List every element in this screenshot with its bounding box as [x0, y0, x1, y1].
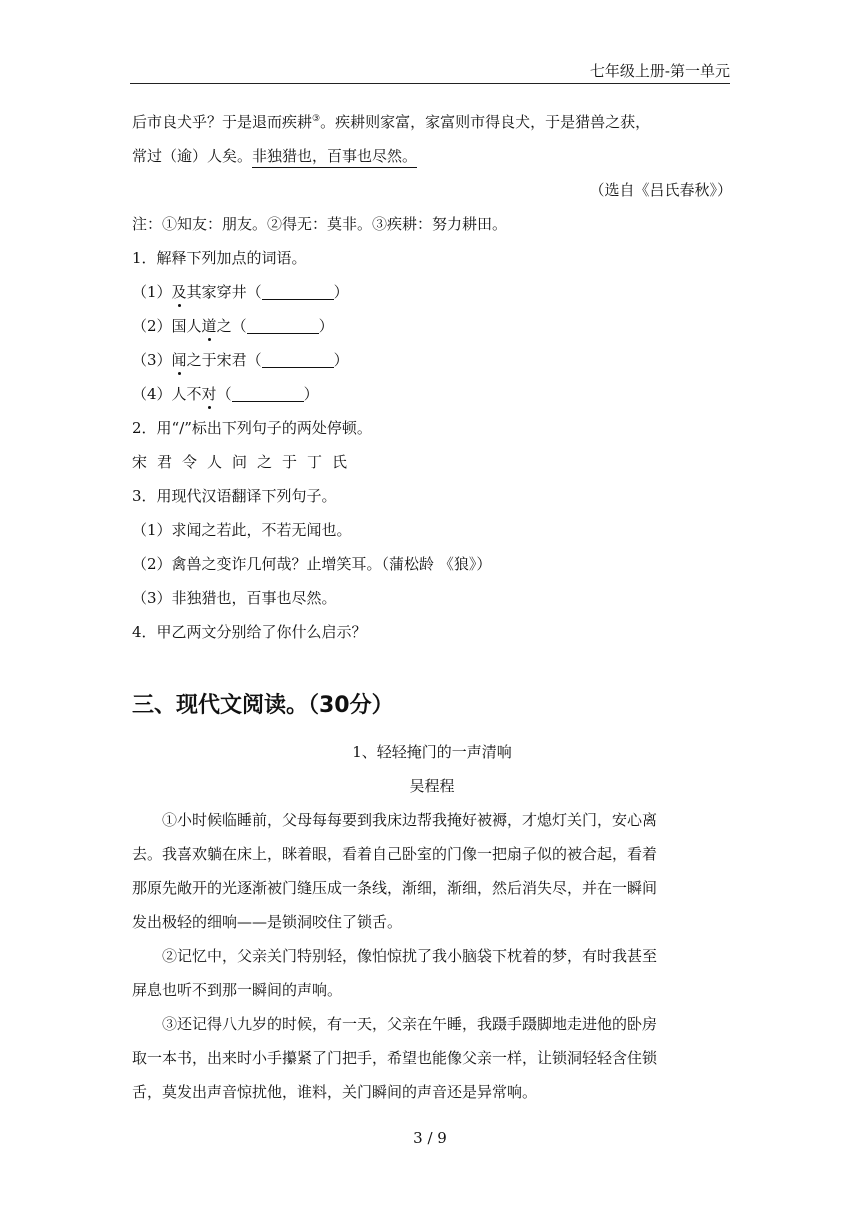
question-2-title: 2．用“/”标出下列句子的两处停顿。 — [132, 419, 372, 437]
paragraph-line: 屏息也听不到那一瞬间的声响。 — [132, 981, 343, 999]
passage-text: 常过（逾）人矣。 — [132, 147, 253, 165]
passage-text: 后市良犬乎？于是退而疾耕 — [132, 113, 313, 131]
article-title: 1、轻轻掩门的一声清响 — [352, 743, 512, 761]
dotted-word: 道 — [201, 317, 217, 335]
passage-line-2 — [132, 139, 732, 173]
page-content — [132, 105, 732, 1109]
item-prefix: （4）人不 — [132, 385, 202, 403]
item-prefix: （3） — [132, 351, 172, 369]
footnote-marker: ③ — [312, 114, 321, 124]
question-1-item — [132, 377, 732, 411]
question-3-item: （2）禽兽之变诈几何哉？止增笑耳。（蒲松龄 《狼》） — [132, 555, 492, 573]
item-close: ） — [318, 317, 334, 335]
item-text: 其家穿井（ — [186, 283, 262, 301]
question-1-item — [132, 309, 732, 343]
answer-blank[interactable] — [232, 385, 304, 402]
item-prefix: （2）国人 — [132, 317, 202, 335]
item-close: ） — [333, 351, 349, 369]
paragraph-line: ①小时候临睡前，父母每每要到我床边帮我掩好被褥，才熄灯关门，安心离 — [162, 811, 658, 829]
underlined-sentence: 非独猎也，百事也尽然。 — [252, 147, 417, 168]
paragraph — [132, 939, 732, 1007]
item-close: ） — [303, 385, 319, 403]
question-1-title: 1．解释下列加点的词语。 — [132, 249, 307, 267]
paragraph — [132, 803, 732, 939]
answer-blank[interactable] — [262, 283, 334, 300]
question-2-sentence: 宋君令人问之于丁氏 — [132, 453, 358, 471]
paragraph-line: 取一本书，出来时小手攥紧了门把手，希望也能像父亲一样，让锁洞轻轻含住锁 — [132, 1049, 658, 1067]
question-4-title: 4．甲乙两文分别给了你什么启示？ — [132, 623, 367, 641]
passage-note: 注：①知友：朋友。②得无：莫非。③疾耕：努力耕田。 — [132, 215, 508, 233]
page-number: 3 / 9 — [413, 1129, 447, 1147]
answer-blank[interactable] — [262, 351, 334, 368]
dotted-word: 闻 — [171, 351, 187, 369]
paragraph-line: 那原先敞开的光逐渐被门缝压成一条线，渐细，渐细，然后消失尽，并在一瞬间 — [132, 879, 658, 897]
dotted-word: 对 — [201, 385, 217, 403]
paragraph — [132, 1007, 732, 1109]
header-rule — [130, 83, 730, 84]
paragraph-line: ②记忆中，父亲关门特别轻，像怕惊扰了我小脑袋下枕着的梦，有时我甚至 — [162, 947, 658, 965]
dotted-word: 及 — [171, 283, 187, 301]
item-text: （ — [216, 385, 232, 403]
item-prefix: （1） — [132, 283, 172, 301]
paragraph-line: 去。我喜欢躺在床上，眯着眼，看着自己卧室的门像一把扇子似的被合起，看着 — [132, 845, 658, 863]
passage-line-1 — [132, 105, 732, 139]
paragraph-line: 舌，莫发出声音惊扰他，谁料，关门瞬间的声音还是异常响。 — [132, 1083, 538, 1101]
question-3-title: 3．用现代汉语翻译下列句子。 — [132, 487, 337, 505]
item-close: ） — [333, 283, 349, 301]
question-1-item — [132, 343, 732, 377]
answer-blank[interactable] — [247, 317, 319, 334]
article-author: 吴程程 — [409, 777, 455, 795]
question-1-item — [132, 275, 732, 309]
paragraph-line: 发出极轻的细响——是锁洞咬住了锁舌。 — [132, 913, 403, 931]
question-3-item: （3）非独猎也，百事也尽然。 — [132, 589, 337, 607]
running-header: 七年级上册-第一单元 — [589, 62, 730, 80]
passage-source: （选自《吕氏春秋》） — [589, 181, 732, 199]
item-text: 之于宋君（ — [186, 351, 262, 369]
item-text: 之（ — [216, 317, 247, 335]
section-title: 三、现代文阅读。（30分） — [132, 693, 394, 718]
paragraph-line: ③还记得八九岁的时候，有一天，父亲在午睡，我蹑手蹑脚地走进他的卧房 — [162, 1015, 658, 1033]
question-3-item: （1）求闻之若此，不若无闻也。 — [132, 521, 352, 539]
passage-text: 。疾耕则家富，家富则市得良犬，于是猎兽之获， — [320, 113, 651, 131]
